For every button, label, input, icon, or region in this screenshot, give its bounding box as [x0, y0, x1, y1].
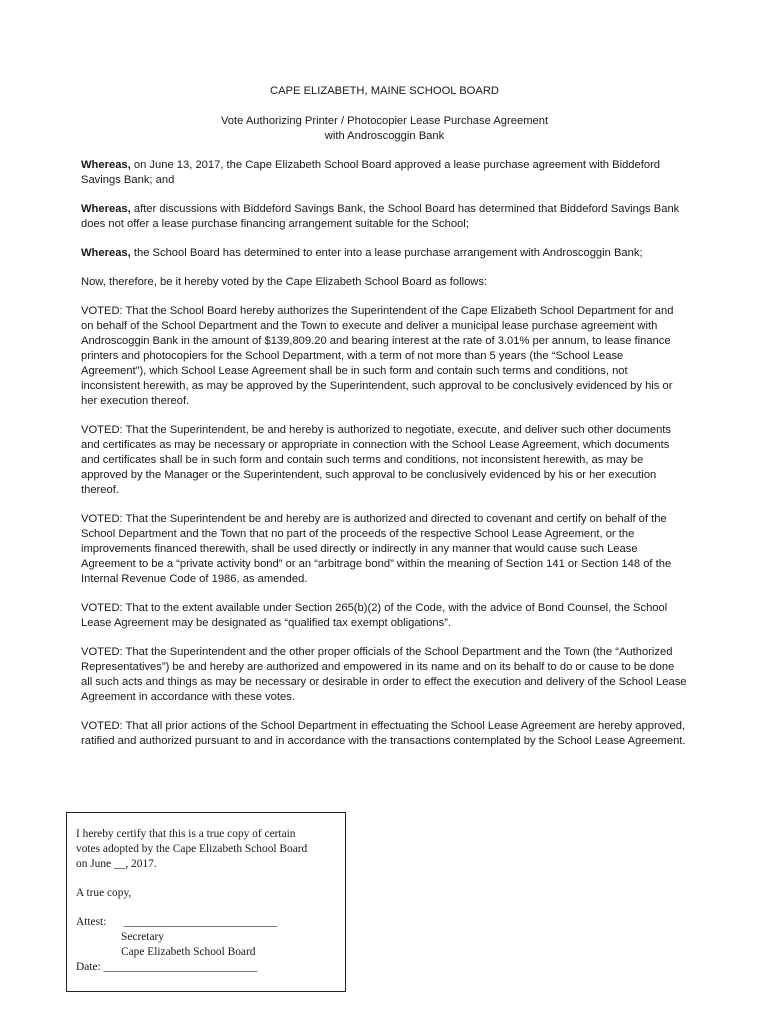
board-label: Cape Elizabeth School Board [121, 946, 256, 958]
document-body [81, 84, 688, 763]
certification-statement [76, 827, 345, 872]
secretary-label: Secretary [121, 931, 165, 943]
subtitle-line-2: with Androscoggin Bank [324, 130, 445, 142]
whereas-text: on June 13, 2017, the Cape Elizabeth School Board approved a lease purchase agreement with Biddeford Savings Bank; and [81, 159, 661, 186]
true-copy-label: A true copy, [76, 887, 132, 899]
date-row [76, 960, 345, 975]
vote-4: VOTED: That to the extent available under Section 265(b)(2) of the Code, with the advice of Bond Counsel, the School Lease Agreement may be designated as “qualified tax exempt obligations”. [81, 602, 668, 629]
attest-label: Attest: [76, 916, 107, 928]
cert-line-1: I hereby certify that this is a true copy of certain [76, 828, 296, 840]
date-label: Date: [76, 961, 101, 973]
whereas-clause-1 [81, 158, 688, 188]
attest-signature-line: ___________________________ [123, 916, 278, 928]
cert-line-3: on June __, 2017. [76, 858, 157, 870]
vote-1: VOTED: That the School Board hereby authorizes the Superintendent of the Cape Elizabeth School Department for and on behalf of the School Department and the Town to execute and deliver a municipal lease purchase agreement with Androscoggin Bank in the amount of $139,809.20 and bearing interest at the rate of 3.01% per annum, to lease finance printers and photocopiers for the School Department, with a term of not more than 5 years (the “School Lease Agreement”), which School Lease Agreement shall be in such form and contain such terms and conditions, not inconsistent herewith, as may be approved by the Superintendent, such approval to be conclusively evidenced by his or her execution thereof. [81, 305, 674, 407]
attest-block [76, 915, 345, 975]
certification-box [66, 812, 346, 992]
whereas-text: the School Board has determined to enter into a lease purchase arrangement with Androscoggin Bank; [130, 247, 643, 259]
whereas-text: after discussions with Biddeford Savings Bank, the School Board has determined that Biddeford Savings Bank does not offer a lease purchase financing arrangement suitable for the School; [81, 203, 680, 230]
vote-2: VOTED: That the Superintendent, be and hereby is authorized to negotiate, execute, and deliver such other documents and certificates as may be necessary or appropriate in connection with the School Lease Agreement, which documents and certificates shall be in such form and contain such terms and conditions, not inconsistent herewith, as may be approved by the Manager or the Superintendent, such approval to be conclusively evidenced by his or her execution thereof. [81, 424, 671, 496]
whereas-lead: Whereas, [81, 247, 131, 259]
vote-3: VOTED: That the Superintendent be and hereby are is authorized and directed to covenant and certify on behalf of the School Department and the Town that no part of the proceeds of the respective School Lease Agreement, or the improvements financed therewith, shall be used directly or indirectly in any manner that would cause such Lease Agreement to be a “private activity bond” or an “arbitrage bond” within the meaning of Section 141 or Section 148 of the Internal Revenue Code of 1986, as amended. [81, 513, 672, 585]
vote-6: VOTED: That all prior actions of the School Department in effectuating the School Lease Agreement are hereby approved, ratified and authorized pursuant to and in accordance with the transactions contemplated by the School Lease Agreement. [81, 720, 686, 747]
whereas-clause-3 [81, 246, 688, 261]
whereas-lead: Whereas, [81, 203, 131, 215]
cert-line-2: votes adopted by the Cape Elizabeth School Board [76, 843, 308, 855]
date-signature-line: ___________________________ [103, 961, 258, 973]
attest-row [76, 915, 345, 930]
subtitle-line-1: Vote Authorizing Printer / Photocopier Lease Purchase Agreement [220, 115, 549, 127]
document-subtitle [81, 114, 688, 144]
vote-5: VOTED: That the Superintendent and the other proper officials of the School Department and the Town (the “Authorized Representatives”) be and hereby are authorized and empowered in its name and on its behalf to do or cause to be done all such acts and things as may be necessary or desirable in order to effect the execution and delivery of the School Lease Agreement in accordance with these votes. [81, 646, 687, 703]
whereas-lead: Whereas, [81, 159, 131, 171]
whereas-clause-2 [81, 202, 688, 232]
document-title: CAPE ELIZABETH, MAINE SCHOOL BOARD [270, 85, 499, 97]
now-therefore-clause: Now, therefore, be it hereby voted by the Cape Elizabeth School Board as follows: [81, 276, 488, 288]
